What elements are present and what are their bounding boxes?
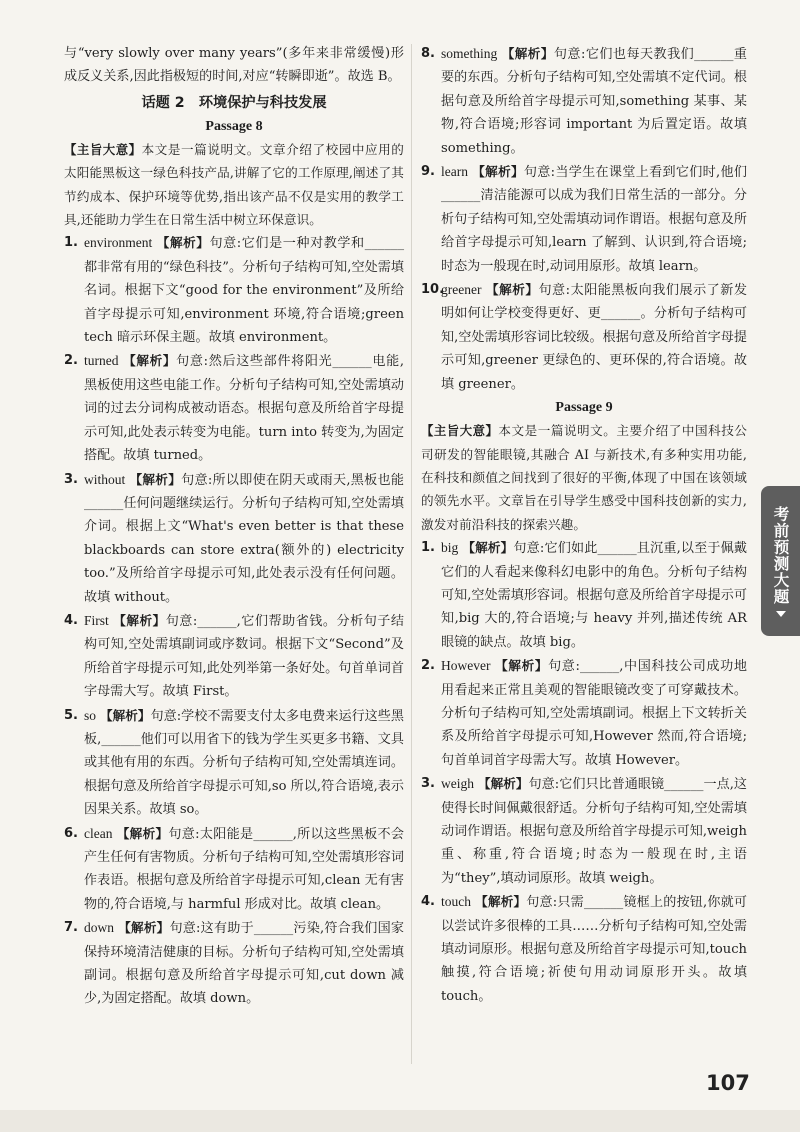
answer-item bbox=[64, 916, 404, 1011]
item-number: 8. bbox=[421, 46, 435, 61]
item-number: 5. bbox=[64, 707, 78, 723]
item-answer: greener bbox=[441, 282, 482, 298]
item-explanation: 句意:______,它们帮助省钱。分析句子结构可知,空处需填副词或序数词。根据下文“Second”及所给首字母提示可知,此处列举第一条好处。句首单词首字母需大写。故填 First。 bbox=[84, 613, 405, 700]
item-explanation: 句意:太阳能是______,所以这些黑板不会产生任何有害物质。分析句子结构可知,空处需填形容词作表语。根据句意及所给首字母提示可知,clean 无有害物的,符合语境,与 harmful 形成对比。故填 clean。 bbox=[84, 826, 405, 912]
answer-item bbox=[421, 654, 747, 772]
analysis-tag: 【解析】 bbox=[116, 825, 169, 841]
answer-item bbox=[421, 536, 747, 654]
item-number: 4. bbox=[421, 894, 435, 910]
answer-item bbox=[421, 890, 747, 1008]
page-bottom-edge bbox=[0, 1110, 800, 1132]
item-number: 2. bbox=[64, 353, 78, 369]
answer-item bbox=[64, 231, 404, 349]
analysis-tag: 【解析】 bbox=[475, 894, 527, 910]
section-side-tab bbox=[761, 486, 800, 636]
item-answer: learn bbox=[441, 164, 468, 180]
answer-item bbox=[64, 468, 404, 609]
item-number: 10. bbox=[421, 282, 445, 298]
item-explanation: 句意:它们是一种对教学和______都非常有用的“绿色科技”。分析句子结构可知,空处需填名词。根据下文“good for the environment”及所给首字母提示可知,environment 环境,符合语境;green tech 暗示环保主题。故填 environment。 bbox=[84, 236, 404, 346]
item-explanation: 句意:然后这些部件将阳光______电能,黑板使用这些电能工作。分析句子结构可知,空处需填动词的过去分词构成被动语态。根据句意及所给首字母提示可知,此处表示转变为电能。turn into 转变为,为固定搭配。故填 turned。 bbox=[84, 354, 404, 464]
analysis-tag: 【解析】 bbox=[129, 471, 182, 487]
item-explanation: 句意:只需______镜框上的按钮,你就可以尝试许多很棒的工具……分析句子结构可知,空处需填动词原形。根据句意及所给首字母提示可知,touch 触摸,符合语境;祈使句用动词原形开头。故填 touch。 bbox=[441, 895, 747, 1004]
item-explanation: 句意:所以即使在阴天或雨天,黑板也能______任何问题继续运行。分析句子结构可知,空处需填介词。根据上文“What's even better is that these blackboards can store extra(额外的) electricity too.”及所给首字母提示可知,此处表示没有任何问题。故填 without。 bbox=[84, 472, 405, 605]
answer-item bbox=[421, 42, 747, 160]
passage-9-summary bbox=[421, 419, 747, 536]
item-number: 7. bbox=[64, 920, 78, 936]
item-answer: First bbox=[84, 612, 109, 628]
item-answer: turned bbox=[84, 353, 119, 369]
item-answer: big bbox=[441, 540, 459, 556]
passage-8-title: Passage 8 bbox=[205, 118, 263, 134]
item-answer: environment bbox=[84, 235, 153, 251]
analysis-tag: 【解析】 bbox=[122, 353, 177, 369]
passage-8-summary bbox=[64, 138, 404, 232]
analysis-tag: 【解析】 bbox=[471, 164, 524, 180]
analysis-tag: 【解析】 bbox=[478, 776, 529, 792]
item-explanation: 句意:学校不需要支付太多电费来运行这些黑板,______他们可以用省下的钱为学生买更多书籍、文具或其他有用的东西。分析句子结构可知,空处需填连词。根据句意及所给首字母提示可知,so 所以,符合语境,表示因果关系。故填 so。 bbox=[84, 708, 404, 818]
triangle-down-icon bbox=[776, 611, 786, 617]
item-answer: without bbox=[84, 471, 126, 487]
right-column bbox=[421, 42, 747, 1008]
analysis-tag: 【解析】 bbox=[118, 920, 170, 936]
item-answer: However bbox=[441, 658, 491, 674]
page-number: 107 bbox=[706, 1071, 750, 1095]
answer-item bbox=[64, 822, 404, 917]
answer-item bbox=[64, 609, 404, 704]
item-number: 3. bbox=[64, 471, 78, 487]
item-explanation: 句意:它们只比普通眼镜______一点,这使得长时间佩戴很舒适。分析句子结构可知,空处需填动词作谓语。根据句意及所给首字母提示可知,weigh 重、称重,符合语境;时态为一般现在时,主语为“they”,填动词原形。故填 weigh。 bbox=[441, 777, 747, 886]
item-explanation: 句意:它们也每天教我们______重要的东西。分析句子结构可知,空处需填不定代词。根据句意及所给首字母提示可知,something 某事、某物,符合语境;形容词 important 为后置定语。故填 something。 bbox=[441, 47, 747, 156]
item-answer: something bbox=[441, 46, 498, 61]
summary-tag: 【主旨大意】 bbox=[64, 141, 142, 157]
left-column bbox=[64, 42, 404, 1011]
analysis-tag: 【解析】 bbox=[485, 282, 539, 298]
item-explanation: 句意:太阳能黑板向我们展示了新发明如何让学校变得更好、更______。分析句子结构可知,空处需填形容词比较级。根据句意及所给首字母提示可知,greener 更绿色的、更环保的,符合语境。故填 greener。 bbox=[441, 283, 748, 392]
answer-item bbox=[421, 278, 747, 396]
analysis-tag: 【解析】 bbox=[100, 707, 151, 723]
item-answer: so bbox=[84, 707, 97, 723]
analysis-tag: 【解析】 bbox=[501, 46, 554, 61]
item-number: 6. bbox=[64, 825, 78, 841]
answer-item bbox=[64, 704, 404, 822]
intro-paragraph: 与“very slowly over many years”(多年来非常缓慢)形成反义关系,因此指极短的时间,对应“转瞬即逝”。故选 B。 bbox=[64, 46, 404, 85]
answer-item bbox=[64, 349, 404, 467]
item-answer: weigh bbox=[441, 776, 474, 792]
answer-item bbox=[421, 772, 747, 890]
analysis-tag: 【解析】 bbox=[112, 612, 166, 628]
column-divider bbox=[411, 44, 412, 1064]
item-number: 1. bbox=[64, 235, 78, 251]
topic-title: 话题 2 环境保护与科技发展 bbox=[141, 94, 327, 111]
item-number: 4. bbox=[64, 612, 78, 628]
analysis-tag: 【解析】 bbox=[156, 235, 210, 251]
item-number: 1. bbox=[421, 540, 435, 556]
item-explanation: 句意:当学生在课堂上看到它们时,他们______清洁能源可以成为我们日常生活的一部分。分析句子结构可知,空处需填动词作谓语。根据句意及所给首字母提示可知,learn 了解到、认识到,符合语境;时态为一般现在时,动词用原形。故填 learn。 bbox=[441, 165, 748, 274]
item-number: 3. bbox=[421, 776, 435, 792]
analysis-tag: 【解析】 bbox=[494, 658, 549, 674]
item-explanation: 句意:它们如此______且沉重,以至于佩戴它们的人看起来像科幻电影中的角色。分析句子结构可知,空处需填形容词。根据句意及所给首字母提示可知,big 大的,符合语境;与 heavy 并列,描述传统 AR 眼镜的缺点。故填 big。 bbox=[441, 541, 748, 650]
passage-9-title: Passage 9 bbox=[555, 400, 613, 416]
summary-tag: 【主旨大意】 bbox=[421, 423, 499, 439]
summary-text: 本文是一篇说明文。主要介绍了中国科技公司研发的智能眼镜,其融合 AI 与新技术,有多种实用功能,在科技和颜值之间找到了很好的平衡,体现了中国在该领域的领先水平。文章旨在引导学生感受中国科技创新的实力,激发对前沿科技的探索兴趣。 bbox=[421, 423, 747, 532]
item-explanation: 句意:这有助于______污染,符合我们国家保持环境清洁健康的目标。分析句子结构可知,空处需填副词。根据句意及所给首字母提示可知,cut down 减少,为固定搭配。故填 down。 bbox=[84, 921, 404, 1007]
item-explanation: 句意:______,中国科技公司成功地用看起来正常且美观的智能眼镜改变了可穿戴技术。分析句子结构可知,空处需填副词。根据上下文转折关系及所给首字母提示可知,However 然而,符合语境;句首单词首字母需大写。故填 However。 bbox=[441, 659, 747, 768]
summary-text: 本文是一篇说明文。文章介绍了校园中应用的太阳能黑板这一绿色科技产品,讲解了它的工作原理,阐述了其节约成本、保护环境等优势,指出该产品不仅是实用的教学工具,还能助力学生在日常生活中树立环保意识。 bbox=[64, 141, 404, 228]
side-tab-label: 考前预测大题 bbox=[771, 505, 790, 605]
item-answer: down bbox=[84, 920, 114, 936]
item-number: 9. bbox=[421, 164, 435, 180]
analysis-tag: 【解析】 bbox=[462, 540, 514, 556]
item-answer: clean bbox=[84, 825, 113, 841]
item-number: 2. bbox=[421, 658, 435, 674]
answer-item bbox=[421, 160, 747, 278]
item-answer: touch bbox=[441, 894, 471, 910]
